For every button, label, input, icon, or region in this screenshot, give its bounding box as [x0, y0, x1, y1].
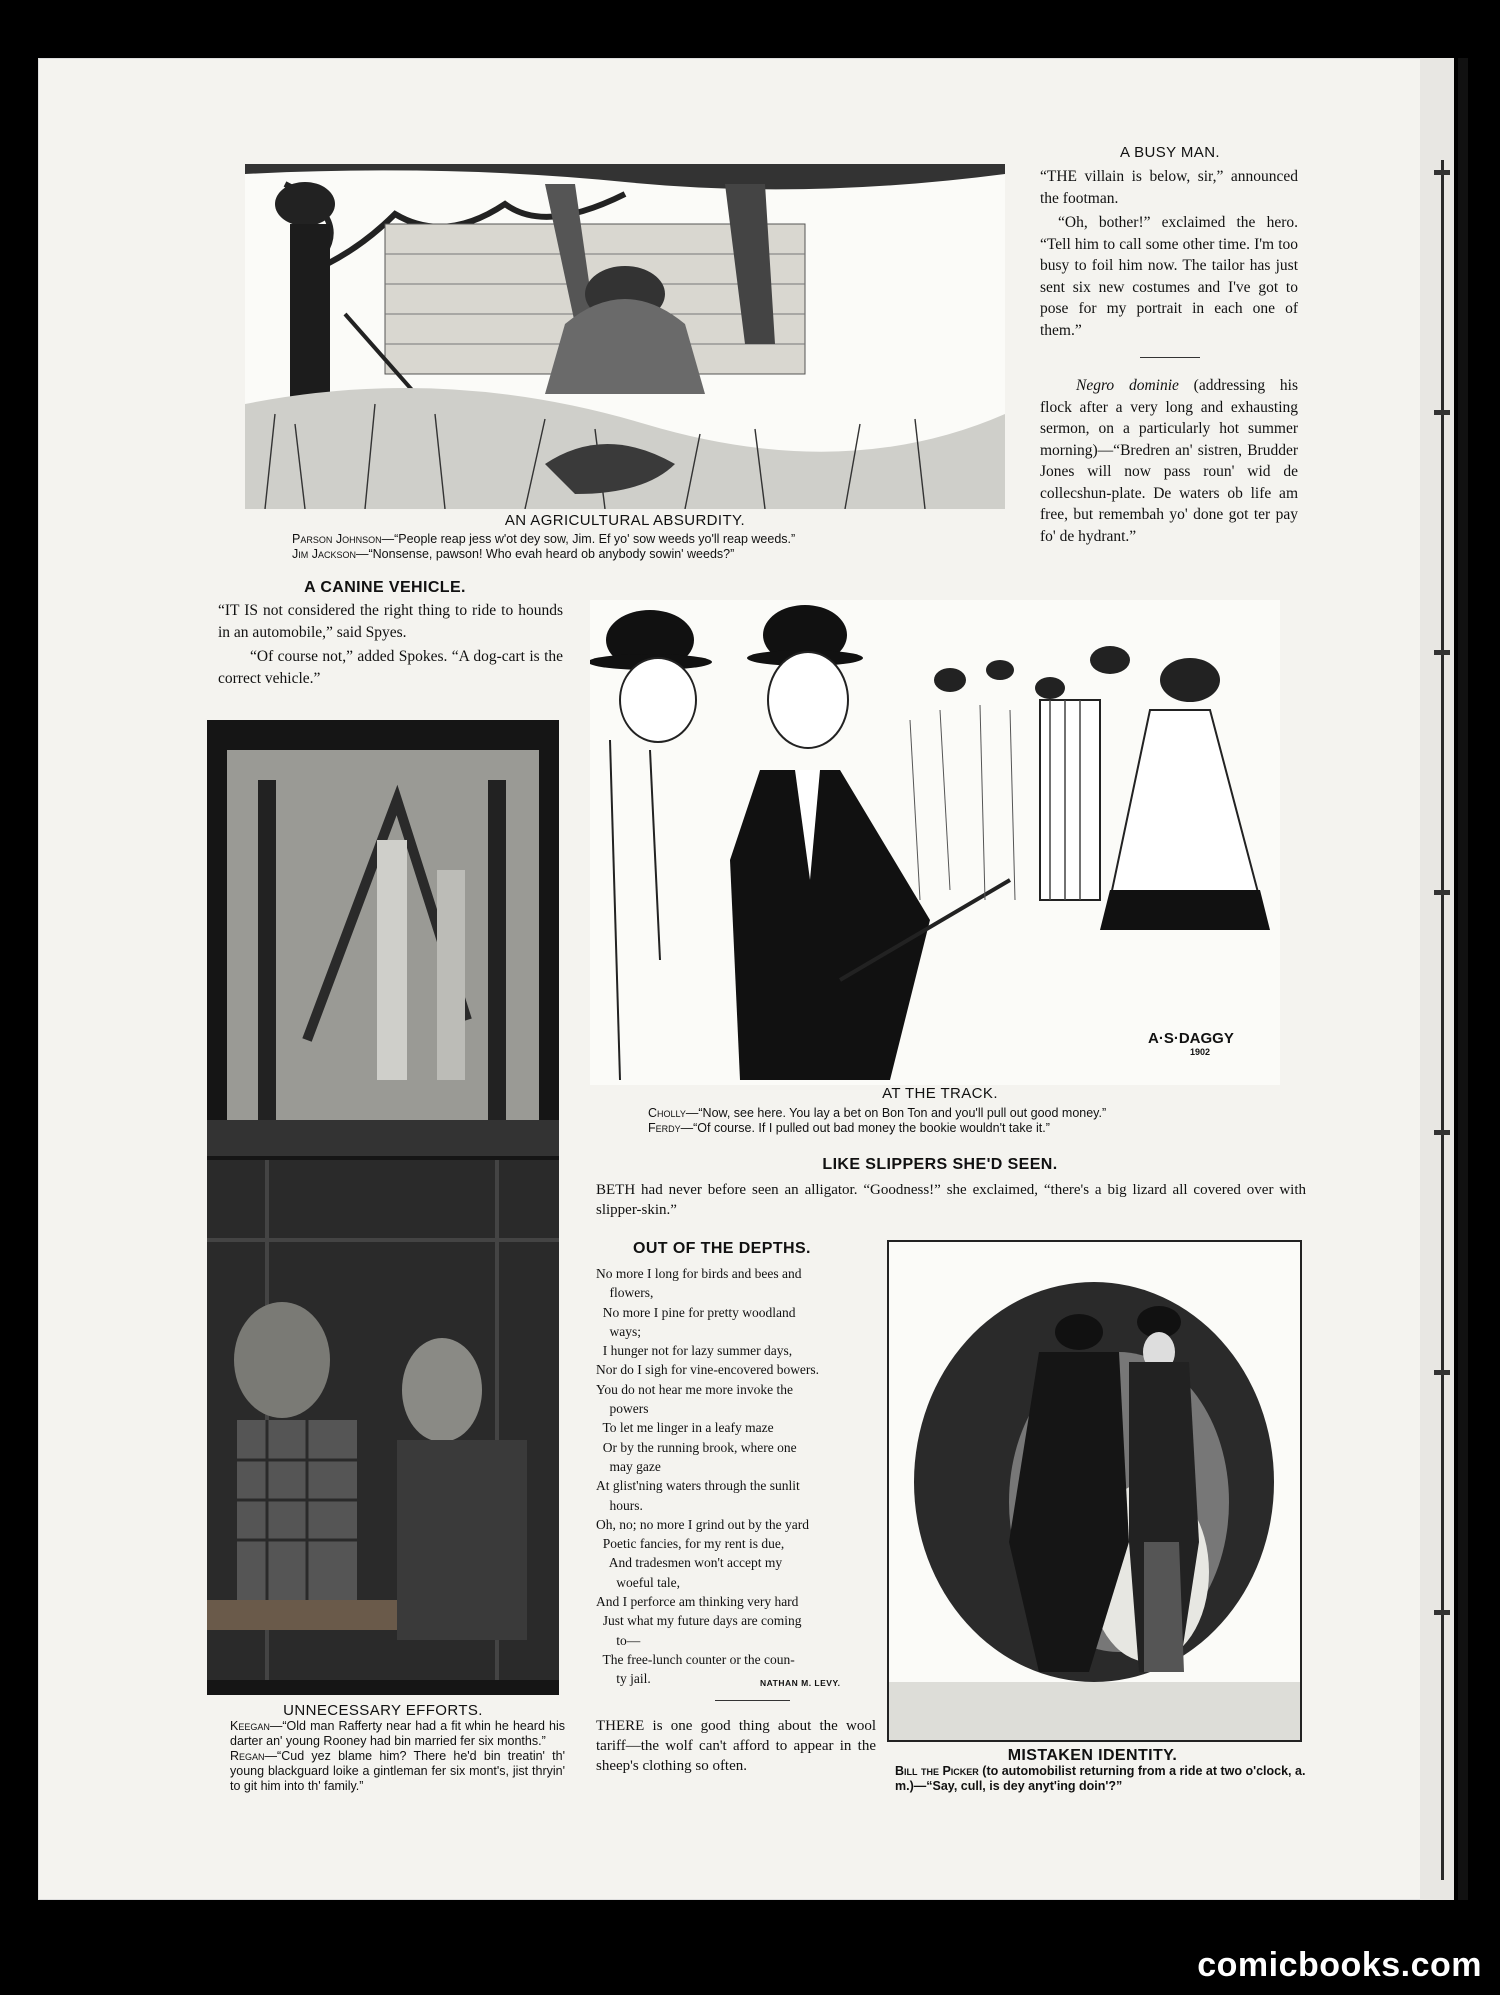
canine-title: A CANINE VEHICLE.	[304, 579, 466, 596]
poem-line: The free-lunch counter or the coun-	[596, 1651, 795, 1667]
poem-line: hours.	[596, 1497, 643, 1513]
poem-line: ty jail.	[596, 1671, 651, 1687]
poem-line: flowers,	[596, 1285, 654, 1301]
unnecessary-efforts-illustration	[207, 720, 559, 1695]
speaker-name: Bill the Picker	[895, 1764, 979, 1778]
scan-edge	[1458, 58, 1468, 1900]
binding-spine	[1441, 160, 1444, 1880]
negro-dominie-text	[1040, 375, 1298, 547]
binding-stitch	[1434, 1130, 1450, 1135]
binding-stitch	[1434, 890, 1450, 895]
binding-stitch	[1434, 410, 1450, 415]
agricultural-caption	[292, 532, 992, 562]
paragraph: “IT IS not considered the right thing to ride to hounds in an automobile,” said Spyes.	[218, 602, 563, 641]
artist-signature	[1148, 1030, 1234, 1057]
poem-line: may gaze	[596, 1458, 661, 1474]
signature-name: A·S·DAGGY	[1148, 1030, 1234, 1047]
page-gutter	[1420, 58, 1454, 1900]
paragraph: (addressing his flock after a very long and exhausting sermon, on a particularly hot summer morning)—“Bredren an' sistren, Brudder Jones will now pass roun' wid de collecshun-plate. De waters ob life am free, but remembah yo' done got ter pay fo' de hydrant.”	[1040, 377, 1298, 545]
poem-line: Poetic fancies, for my rent is due,	[596, 1536, 785, 1552]
speaker-name: Ferdy	[648, 1121, 681, 1135]
canine-text	[218, 600, 563, 692]
italic-speaker: Negro dominie	[1076, 377, 1179, 394]
agricultural-title: AN AGRICULTURAL ABSURDITY.	[504, 512, 746, 529]
poem-line: You do not hear me more invoke the	[596, 1381, 793, 1397]
watermark-logo: comicbooks.com	[1197, 1946, 1482, 1984]
binding-stitch	[1434, 170, 1450, 175]
poem-line: I hunger not for lazy summer days,	[596, 1343, 793, 1359]
paragraph: “Of course not,” added Spokes. “A dog-cart is the correct vehicle.”	[218, 648, 563, 687]
depths-poem	[596, 1264, 876, 1689]
poem-line: ways;	[596, 1323, 641, 1339]
dialogue-line: (to automobilist returning from a ride at two o'clock, a. m.)—“Say, cull, is dey anyt'ing doin'?”	[895, 1764, 1306, 1793]
dialogue-line: —“Cud yez blame him? There he'd bin treatin' th' young blackguard loike a gintleman fer six mont's, jist thryin' to git him into th' family.”	[230, 1749, 565, 1793]
track-title: AT THE TRACK.	[882, 1085, 998, 1102]
signature-year: 1902	[1190, 1047, 1211, 1057]
poem-author: NATHAN M. LEVY.	[760, 1678, 841, 1688]
speaker-name: Cholly	[648, 1106, 686, 1120]
mistaken-caption	[895, 1764, 1315, 1794]
dialogue-line: —“Now, see here. You lay a bet on Bon Ton and you'll pull out good money.”	[685, 1106, 1107, 1120]
poem-line: And I perforce am thinking very hard	[596, 1594, 799, 1610]
poem-line: No more I long for birds and bees and	[596, 1266, 802, 1281]
poem-line: Just what my future days are coming	[596, 1613, 802, 1629]
busy-man-text	[1040, 166, 1298, 344]
dialogue-line: —“Of course. If I pulled out bad money the bookie wouldn't take it.”	[680, 1121, 1050, 1135]
at-the-track-illustration	[590, 600, 1280, 1085]
speaker-name: Regan	[230, 1749, 265, 1763]
poem-line: Oh, no; no more I grind out by the yard	[596, 1516, 809, 1532]
mistaken-title: MISTAKEN IDENTITY.	[1007, 1747, 1178, 1764]
poem-line: To let me linger in a leafy maze	[596, 1420, 774, 1436]
section-rule	[715, 1700, 790, 1701]
busy-man-title: A BUSY MAN.	[1120, 144, 1220, 161]
dialogue-line: —“Old man Rafferty near had a fit whin he heard his darter an' young Rooney had bin married fer six months.”	[230, 1719, 565, 1748]
unnecessary-title: UNNECESSARY EFFORTS.	[283, 1702, 483, 1719]
poem-line: woeful tale,	[596, 1574, 680, 1590]
binding-stitch	[1434, 650, 1450, 655]
paragraph: “THE villain is below, sir,” announced the footman.	[1040, 168, 1298, 207]
dialogue-line: —“People reap jess w'ot dey sow, Jim. Ef yo' sow weeds yo'll reap weeds.”	[381, 532, 796, 546]
speaker-name: Keegan	[230, 1719, 270, 1733]
slippers-text: BETH had never before seen an alligator. “Goodness!” she exclaimed, “there's a big lizard all covered over with slipper-skin.”	[596, 1182, 1306, 1218]
mistaken-identity-illustration	[887, 1240, 1302, 1742]
binding-stitch	[1434, 1370, 1450, 1375]
poem-line: Nor do I sigh for vine-encovered bowers.	[596, 1362, 820, 1378]
poem-line: And tradesmen won't accept my	[596, 1555, 783, 1571]
agricultural-illustration	[245, 164, 1005, 509]
binding-stitch	[1434, 1610, 1450, 1615]
poem-line: powers	[596, 1401, 649, 1417]
depths-title: OUT OF THE DEPTHS.	[633, 1240, 811, 1257]
speaker-name: Parson Johnson	[292, 532, 382, 546]
unnecessary-caption	[230, 1719, 565, 1794]
poem-line: Or by the running brook, where one	[596, 1439, 797, 1455]
section-rule	[1140, 357, 1200, 358]
poem-line: to—	[596, 1632, 641, 1648]
tariff-text: THERE is one good thing about the wool tariff—the wolf can't afford to appear in the sheep's clothing so often.	[596, 1718, 876, 1774]
slippers-title: LIKE SLIPPERS SHE'D SEEN.	[822, 1156, 1058, 1173]
paragraph: “Oh, bother!” exclaimed the hero. “Tell him to call some other time. I'm too busy to foil him now. The tailor has just sent six new costumes and I've got to pose for my portrait in each one of them.”	[1040, 214, 1298, 339]
dialogue-line: —“Nonsense, pawson! Who evah heard ob anybody sowin' weeds?”	[355, 547, 735, 561]
track-caption	[648, 1106, 1288, 1136]
poem-line: No more I pine for pretty woodland	[596, 1304, 796, 1320]
poem-line: At glist'ning waters through the sunlit	[596, 1478, 800, 1494]
speaker-name: Jim Jackson	[292, 547, 356, 561]
